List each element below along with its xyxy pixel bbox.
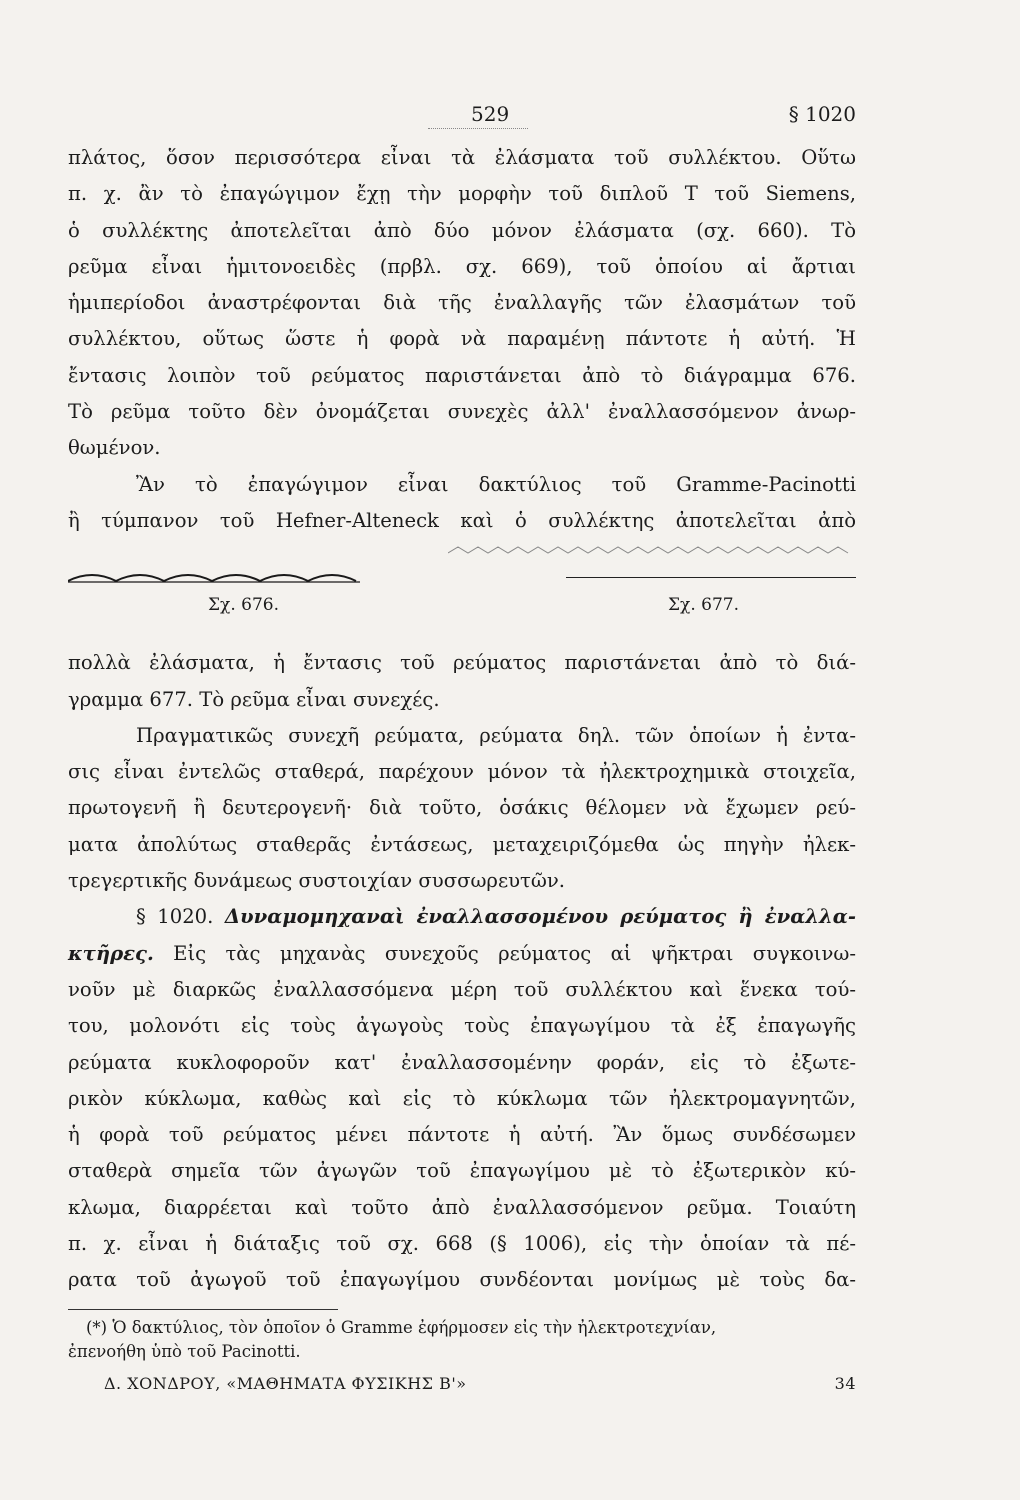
footnote-line: ἐπενοήθη ὑπὸ τοῦ Pacinotti. — [68, 1341, 301, 1361]
paragraph-1 — [68, 140, 856, 467]
figure-677-diagram — [566, 577, 856, 578]
text-line: ἔντασις λοιπὸν τοῦ ρεύματος παριστάνεται ἀπὸ τὸ διάγραμμα 676. — [68, 363, 856, 387]
footnote — [68, 1316, 856, 1364]
section-number: § 1020. — [136, 905, 214, 929]
text-line: θωμένον. — [68, 436, 161, 460]
section-text: Εἰς τὰς μηχανὰς συνεχοῦς ρεύματος αἱ ψῆκτραι συγκοινω- — [173, 941, 857, 965]
text-line: του, μολονότι εἰς τοὺς ἀγωγοὺς τοὺς ἐπαγωγίμου τὰ ἐξ ἐπαγωγῆς — [68, 1014, 856, 1038]
figure-677-ripple — [448, 545, 858, 555]
text-line: ἡμιπερίοδοι ἀναστρέφονται διὰ τῆς ἐναλλαγῆς τῶν ἐλασμάτων τοῦ — [68, 291, 856, 315]
text-line: κλωμα, διαρρέεται καὶ τοῦτο ἀπὸ ἐναλλασσόμενον ρεῦμα. Τοιαύτη — [68, 1195, 856, 1219]
section-title: Δυναμομηχαναὶ ἐναλλασσομένου ρεύματος ἢ ἐναλλα- — [224, 905, 856, 929]
text-line: ρεύματα κυκλοφοροῦν κατ' ἐναλλασσομένην φοράν, εἰς τὸ ἐξωτε- — [68, 1050, 856, 1074]
text-line: σταθερὰ σημεῖα τῶν ἀγωγῶν τοῦ ἐπαγωγίμου μὲ τὸ ἐξωτερικὸν κύ- — [68, 1159, 856, 1183]
text-line: ἡ φορὰ τοῦ ρεύματος μένει πάντοτε ἡ αὐτή. Ἂν ὅμως συνδέσωμεν — [68, 1123, 856, 1147]
figure-676-caption: Σχ. 676. — [208, 595, 279, 616]
text-line: νοῦν μὲ διαρκῶς ἐναλλασσόμενα μέρη τοῦ συλλέκτου καὶ ἕνεκα τού- — [68, 977, 856, 1001]
page-footer — [68, 1374, 856, 1404]
paragraph-4 — [68, 718, 856, 899]
text-line: Πραγματικῶς συνεχῆ ρεύματα, ρεύματα δηλ. τῶν ὁποίων ἡ ἐντα- — [136, 723, 856, 747]
section-title-continued: κτῆρες. — [68, 941, 154, 965]
page — [68, 100, 856, 1404]
figure-676-diagram — [68, 571, 368, 583]
section-heading-line — [68, 899, 856, 935]
footer-signature-number: 34 — [834, 1373, 856, 1393]
text-line: ρεῦμα εἶναι ἡμιτονοειδὲς (πρβλ. σχ. 669), τοῦ ὁποίου αἱ ἄρτιαι — [68, 254, 856, 278]
figure-677-caption: Σχ. 677. — [668, 595, 739, 616]
text-line: Τὸ ρεῦμα τοῦτο δὲν ὀνομάζεται συνεχὲς ἀλλ' ἐναλλασσόμενον ἀνωρ- — [68, 400, 856, 424]
text-line: τρεγερτικῆς δυνάμεως συστοιχίαν συσσωρευτῶν. — [68, 869, 565, 893]
text-line: π. χ. εἶναι ἡ διάταξις τοῦ σχ. 668 (§ 1006), εἰς τὴν ὁποίαν τὰ πέ- — [68, 1232, 856, 1256]
header-rule — [428, 128, 528, 129]
text-line: συλλέκτου, οὕτως ὥστε ἡ φορὰ νὰ παραμένῃ πάντοτε ἡ αὐτή. Ἡ — [68, 327, 856, 351]
paragraph-2 — [68, 467, 856, 540]
paragraph-3 — [68, 645, 856, 718]
text-line: ρικὸν κύκλωμα, καθὼς καὶ εἰς τὸ κύκλωμα τῶν ἠλεκτρομαγνητῶν, — [68, 1086, 856, 1110]
text-line: πλάτος, ὅσον περισσότερα εἶναι τὰ ἐλάσματα τοῦ συλλέκτου. Οὕτω — [68, 146, 856, 169]
text-line: πολλὰ ἐλάσματα, ἡ ἔντασις τοῦ ρεύματος παριστάνεται ἀπὸ τὸ διά- — [68, 651, 856, 675]
text-line: ματα ἀπολύτως σταθερᾶς ἐντάσεως, μεταχειριζόμεθα ὡς πηγὴν ἠλεκ- — [68, 832, 856, 856]
text-line: πρωτογενῆ ἢ δευτερογενῆ· διὰ τοῦτο, ὁσάκις θέλομεν νὰ ἔχωμεν ρεύ- — [68, 796, 856, 820]
footer-book-title: Δ. ΧΟΝΔΡΟΥ, «ΜΑΘΗΜΑΤΑ ΦΥΣΙΚΗΣ Β'» — [104, 1373, 467, 1393]
text-line: Ἂν τὸ ἐπαγώγιμον εἶναι δακτύλιος τοῦ Gramme-Pacinotti — [136, 472, 856, 496]
text-line: ἢ τύμπανον τοῦ Hefner-Alteneck καὶ ὁ συλλέκτης ἀποτελεῖται ἀπὸ — [68, 508, 856, 532]
footnote-line: (*) Ὁ δακτύλιος, τὸν ὁποῖον ὁ Gramme ἐφήρμοσεν εἰς τὴν ἠλεκτροτεχνίαν, — [86, 1317, 717, 1337]
page-header — [68, 100, 856, 140]
section-1020 — [68, 899, 856, 1298]
text-line: ὁ συλλέκτης ἀποτελεῖται ἀπὸ δύο μόνον ἐλάσματα (σχ. 660). Τὸ — [68, 218, 856, 242]
figures-row — [68, 545, 856, 645]
text-line — [68, 936, 856, 972]
page-number: 529 — [471, 102, 510, 126]
text-line: ρατα τοῦ ἀγωγοῦ τοῦ ἐπαγωγίμου συνδέονται μονίμως μὲ τοὺς δα- — [68, 1268, 856, 1292]
text-line: γραμμα 677. Τὸ ρεῦμα εἶναι συνεχές. — [68, 687, 440, 711]
footnote-rule — [68, 1309, 338, 1310]
section-reference: § 1020 — [788, 102, 856, 126]
text-line: π. χ. ἂν τὸ ἐπαγώγιμον ἔχῃ τὴν μορφὴν τοῦ διπλοῦ T τοῦ Siemens, — [68, 182, 856, 206]
text-line: σις εἶναι ἐντελῶς σταθερά, παρέχουν μόνον τὰ ἠλεκτροχημικὰ στοιχεῖα, — [68, 760, 856, 784]
